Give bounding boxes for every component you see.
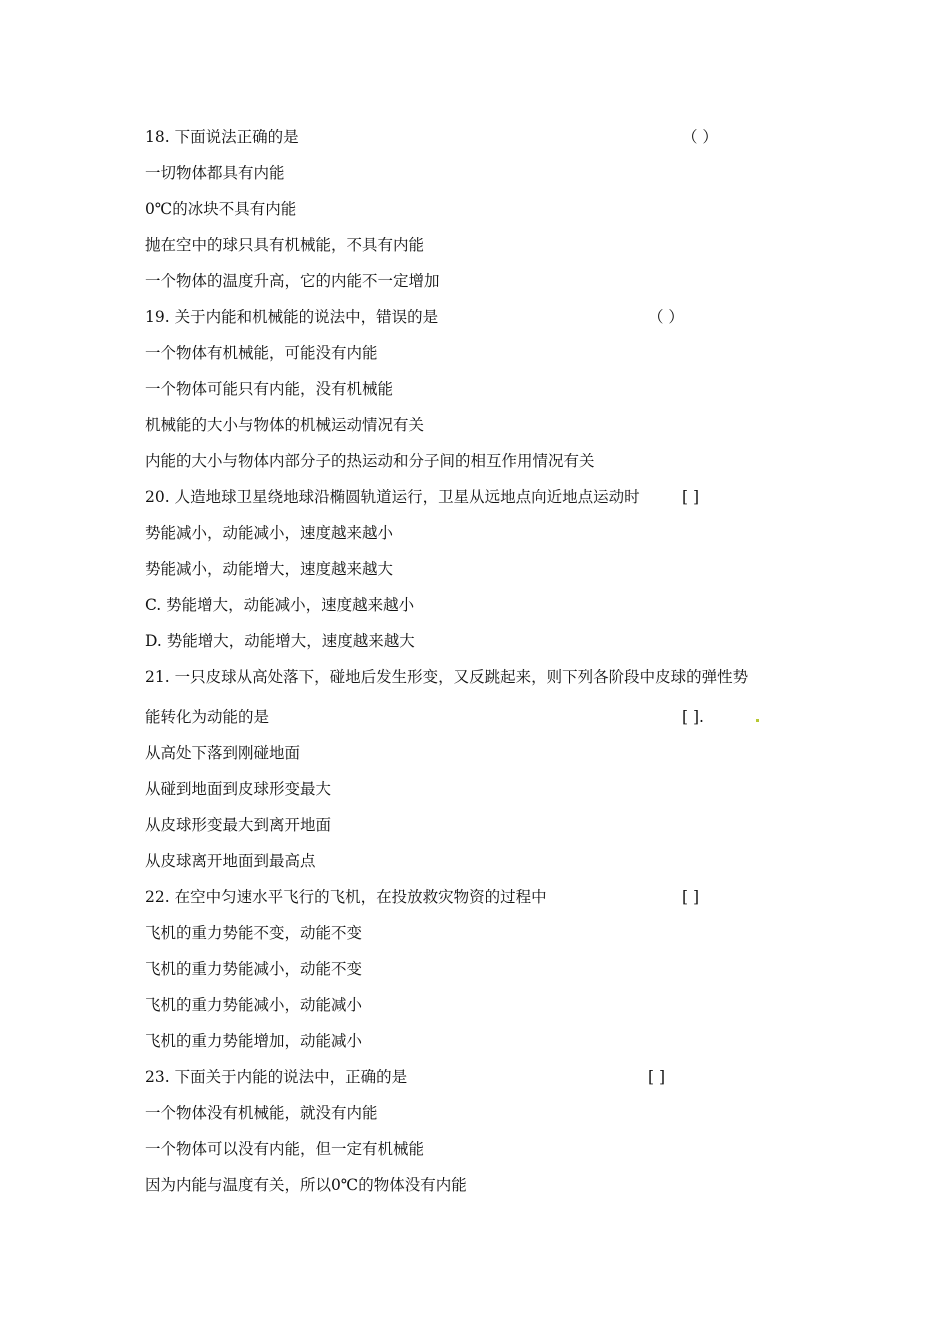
question-21-stem: 21. 一只皮球从高处落下，碰地后发生形变，又反跳起来，则下列各阶段中皮球的弹性势 <box>145 668 749 686</box>
question-19-stem: 19. 关于内能和机械能的说法中，错误的是 <box>145 308 439 326</box>
question-19-option-a: 一个物体有机械能，可能没有内能 <box>145 344 378 362</box>
question-21-option-b: 从碰到地面到皮球形变最大 <box>145 780 332 798</box>
question-20-option-d: D. 势能增大，动能增大，速度越来越大 <box>145 632 415 650</box>
question-18-answer-bracket: （ ） <box>682 128 718 146</box>
question-18-option-c: 抛在空中的球只具有机械能，不具有内能 <box>145 236 425 254</box>
question-22-option-c: 飞机的重力势能减小，动能减小 <box>145 996 363 1014</box>
question-20-stem: 20. 人造地球卫星绕地球沿椭圆轨道运行，卫星从远地点向近地点运动时 <box>145 488 640 506</box>
question-22-option-b: 飞机的重力势能减小，动能不变 <box>145 960 363 978</box>
question-21-answer-bracket: [ ]. <box>682 708 704 726</box>
question-18-option-b: 0℃的冰块不具有内能 <box>145 200 297 218</box>
question-23-answer-bracket: [ ] <box>648 1068 666 1086</box>
question-21-option-c: 从皮球形变最大到离开地面 <box>145 816 332 834</box>
highlight-mark <box>756 719 759 722</box>
question-19-option-c: 机械能的大小与物体的机械运动情况有关 <box>145 416 425 434</box>
question-18-stem: 18. 下面说法正确的是 <box>145 128 299 146</box>
question-20-option-a: 势能减小，动能减小，速度越来越小 <box>145 524 394 542</box>
question-23-option-a: 一个物体没有机械能，就没有内能 <box>145 1104 378 1122</box>
question-19-option-d: 内能的大小与物体内部分子的热运动和分子间的相互作用情况有关 <box>145 452 595 470</box>
question-19-answer-bracket: （ ） <box>648 308 684 326</box>
question-22-option-a: 飞机的重力势能不变，动能不变 <box>145 924 363 942</box>
question-20-option-c: C. 势能增大，动能减小，速度越来越小 <box>145 596 415 614</box>
question-22-stem: 22. 在空中匀速水平飞行的飞机，在投放救灾物资的过程中 <box>145 888 547 906</box>
question-23-option-b: 一个物体可以没有内能，但一定有机械能 <box>145 1140 425 1158</box>
question-21-option-a: 从高处下落到刚碰地面 <box>145 744 301 762</box>
question-18-option-a: 一切物体都具有内能 <box>145 164 285 182</box>
question-22-answer-bracket: [ ] <box>682 888 700 906</box>
question-21-stem-continued: 能转化为动能的是 <box>145 708 270 726</box>
question-19-option-b: 一个物体可能只有内能，没有机械能 <box>145 380 394 398</box>
question-23-stem: 23. 下面关于内能的说法中，正确的是 <box>145 1068 408 1086</box>
question-22-option-d: 飞机的重力势能增加，动能减小 <box>145 1032 363 1050</box>
question-20-option-b: 势能减小，动能增大，速度越来越大 <box>145 560 394 578</box>
question-20-answer-bracket: [ ] <box>682 488 700 506</box>
question-21-option-d: 从皮球离开地面到最高点 <box>145 852 316 870</box>
question-23-option-c: 因为内能与温度有关，所以0℃的物体没有内能 <box>145 1176 467 1194</box>
question-18-option-d: 一个物体的温度升高，它的内能不一定增加 <box>145 272 440 290</box>
